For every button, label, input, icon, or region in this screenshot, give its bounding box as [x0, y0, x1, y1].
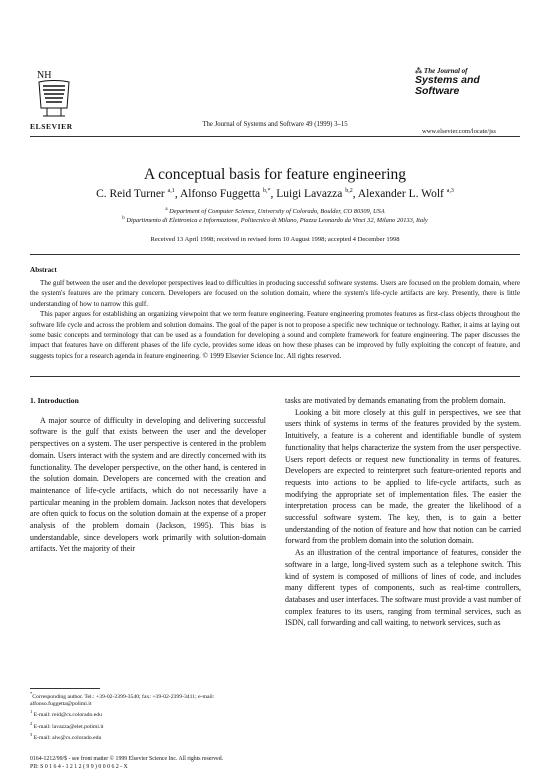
article-title: A conceptual basis for feature engineering [143, 166, 407, 183]
footnote-text: Corresponding author. Tel.: +39-02-2399-3540; fax: +39-02-2399-3411; e-mail: alfonso.fuggetta@polimi.it [30, 693, 215, 708]
author [180, 188, 271, 200]
footnotes [30, 690, 266, 742]
footnote-mark: * [30, 691, 33, 696]
footnote-rule [30, 688, 100, 689]
journal-web-url[interactable]: www.elsevier.com/locate/jss [422, 128, 496, 135]
author-name: Alfonso Fuggetta [179, 188, 261, 200]
affiliation-mark: b [122, 216, 125, 221]
affiliation-text: Dipartimento di Elettronica e Informazione, Politecnico di Milano, Piazza Leonardo da Vinci 32, Milano 20133, Italy [126, 217, 428, 225]
footnote [30, 690, 266, 708]
section-heading: 1. Introduction [30, 396, 79, 405]
abstract-top-rule [30, 254, 520, 255]
left-column [30, 395, 266, 555]
footnote-text: E-mail: lavazza@elet.polimi.it [33, 723, 104, 730]
body-paragraph: Looking a bit more closely at this gulf in perspectives, we see that users think of systems in terms of the features provided by the system. Intuitively, a feature is a coherent and identifiable bundle of system functionality that helps characterize the system from the user perspective. Users report defects or request new functionality in terms of features. Developers are expected to reinterpret such feature-oriented reports and requests into actions to be applied to life-cycle artifacts, such as modifying the appropriate set of implementation files. The easier the interpretation process can be made, the greater the likelihood of a successful software system. The key, then, is to gain a better understanding of the notion of feature and how that notion can be carried forward from the problem domain into the solution domain. [285, 407, 521, 546]
author [358, 188, 454, 200]
abstract-paragraph: This paper argues for establishing an organizing viewpoint that we term feature engineering. Feature engineering promotes features as first-class objects throughout the software life cycle and across the problem and solution domains. The goal of the paper is not to propose a specific new technique or technology. Rather, it aims at laying out some basic concepts and terminology that can be used as a foundation for developing a sound and complete framework for feature engineering. The paper discusses the impact that features have on different phases of the life cycle, provides some ideas on how these phases can be improved by fully exploiting the concept of feature, and suggests topics for a research agenda in feature engineering. © 1999 Elsevier Science Inc. All rights reserved. [30, 310, 520, 360]
journal-logo-small-text: The Journal of [423, 67, 468, 75]
affiliation-text: Department of Computer Science, University of Colorado, Boulder, CO 80309, USA [169, 208, 385, 216]
body-paragraph: As an illustration of the central importance of features, consider the software in a large, long-lived system such as a telephone switch. This kind of system is composed of millions of lines of code, and includes many different types of components, such as real-time controllers, databases and user interfaces. The software must provide a vast number of complex features to its users, ranging from terminal services, such as ISDN, call forwarding and call waiting, to network services, such as [285, 548, 521, 628]
author [96, 188, 175, 200]
author-name: Luigi Lavazza [276, 188, 343, 200]
copyright-block [30, 755, 510, 771]
author-marks: a,3 [446, 188, 454, 195]
footnote [30, 720, 266, 731]
author-name: C. Reid Turner [96, 188, 165, 200]
abstract-heading: Abstract [30, 266, 57, 274]
pii-line: PII: S 0 1 6 4 - 1 2 1 2 ( 9 9 ) 0 0 0 6 2 - X [30, 764, 128, 770]
footnote-text: E-mail: reid@cs.colorado.edu [33, 712, 102, 719]
journal-citation: The Journal of Systems and Software 49 (1999) 3–15 [202, 121, 348, 128]
author-marks: b,2 [345, 188, 353, 195]
journal-logo-line1: Systems and [415, 74, 480, 86]
abstract-body [30, 278, 520, 361]
footnote [30, 731, 266, 742]
abstract-bottom-rule [30, 376, 520, 377]
copyright-line: 0164-1212/99/$ - see front matter © 1999 Elsevier Science Inc. All rights reserved. [30, 756, 224, 762]
body-paragraph: A major source of difficulty in developing and delivering successful software is the gulf that exists between the user and the developer perspectives on a system. The user perspective is centered in the problem domain. Users interact with the system and are directly concerned with its functionality. The developer perspective, on the other hand, is centered in the solution domain. Developers are concerned with the creation and maintenance of life-cycle artifacts, which do not necessarily have a particular meaning in the problem domain. Jackson notes that developers are often quick to focus on the solution domain at the expense of a proper analysis of the problem domain (Jackson, 1995). This bias is understandable, since developers work primarily with solution-domain artifacts. Yet the majority of their [30, 415, 266, 554]
affiliation-b [0, 216, 550, 224]
received-dates: Received 13 April 1998; received in revised form 10 August 1998; accepted 4 December 1998 [150, 236, 400, 243]
body-paragraph: tasks are motivated by demands emanating from the problem domain. [285, 396, 506, 405]
author [276, 188, 352, 200]
footnote-mark: 3 [30, 731, 33, 737]
right-column [285, 395, 521, 629]
footnote-text: E-mail: alw@cs.colorado.edu [33, 734, 102, 741]
footnote-mark: 1 [30, 709, 33, 715]
publisher-name: ELSEVIER [30, 122, 73, 131]
footnote-mark: 2 [30, 720, 33, 726]
abstract-paragraph: The gulf between the user and the developer perspectives lead to difficulties in producing successful software systems. Users are focused on the problem domain, where the system's features are the primary concern. Developers are focused on the solution domain, where the system's life-cycle artifacts are key. Presently, there is little understanding of how to narrow this gulf. [30, 279, 520, 308]
author-marks: a,1 [167, 188, 175, 195]
footnote [30, 708, 266, 719]
author-list: C. Reid Turner $^{a,1}$, Alfonso Fuggetta $^{b,*}$, Luigi Lavazza $^{b,2}$, Alexander L. Wolf $^{a,3}$ [96, 188, 454, 200]
author-name: Alexander L. Wolf [357, 188, 444, 200]
author-marks: b,* [263, 188, 271, 195]
affiliation-a [0, 207, 550, 215]
journal-logo-mark-icon: ⁂ [415, 67, 423, 75]
journal-logo-line2: Software [415, 85, 460, 97]
journal-logo [415, 66, 525, 97]
svg-text:NH: NH [37, 70, 52, 81]
north-holland-logo [33, 68, 75, 120]
affiliation-mark: a [165, 207, 168, 212]
masthead-rule [30, 136, 520, 137]
